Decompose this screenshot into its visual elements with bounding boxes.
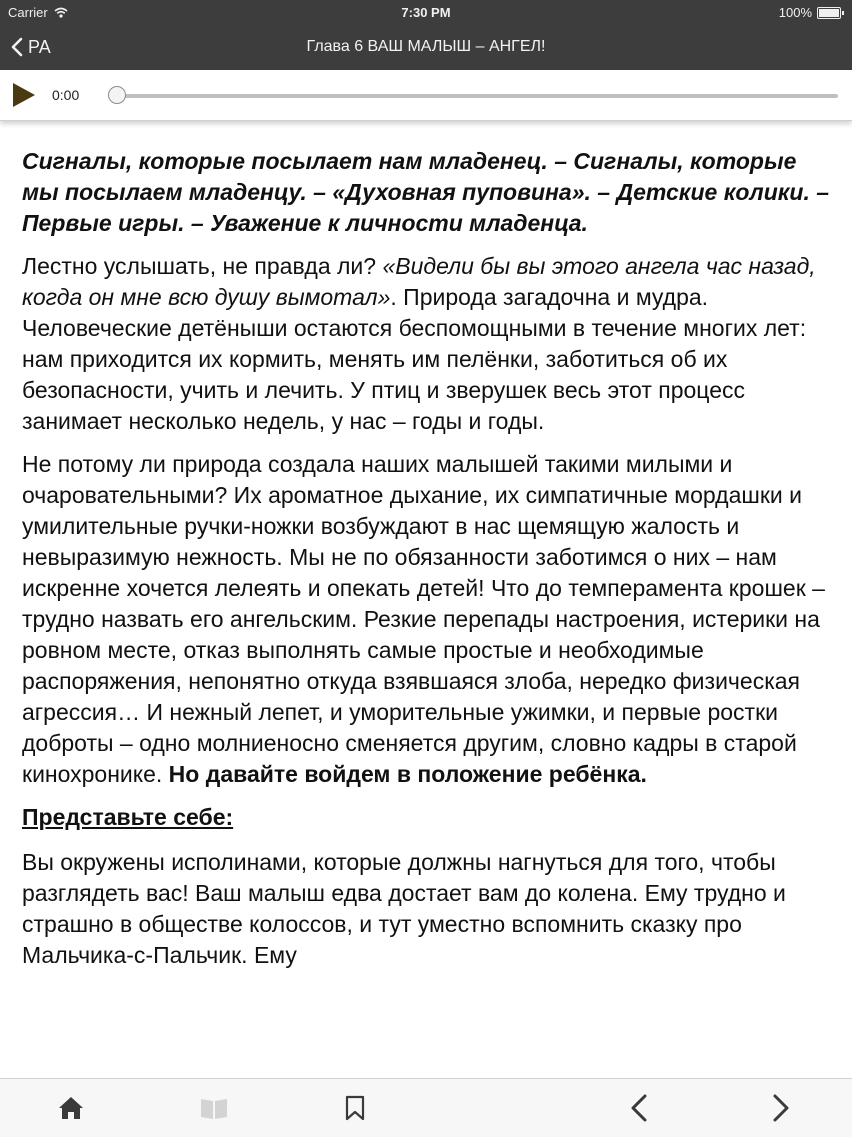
battery-status: [779, 5, 844, 20]
paragraph-2-bold: Но давайте войдем в положение ребёнка.: [168, 761, 647, 787]
bottom-toolbar: [0, 1078, 852, 1137]
paragraph-2: [22, 449, 834, 790]
section-heading: Представьте себе:: [22, 804, 234, 830]
progress-thumb[interactable]: [108, 86, 126, 104]
book-icon: [199, 1096, 229, 1120]
page-title: Глава 6 ВАШ МАЛЫШ – АНГЕЛ!: [306, 38, 546, 55]
next-page-button[interactable]: [766, 1093, 796, 1123]
battery-icon: [817, 7, 841, 19]
paragraph-2-text: Не потому ли природа создала наших малышей такими милыми и очаровательными? Их ароматное дыхание, их симпатичные мордашки и умилительные ручки-ножки возбуждают в нас щемящую жалость и невыразимую нежность. Мы не по обязанности заботимся о них – нам искренне хочется лелеять и опекать детей! Что до темперамента крошек – трудно назвать его ангельским. Резкие перепады настроения, истерики на ровном месте, отказ выполнять самые простые и необходимые распоряжения, непонятно откуда взявшаяся злоба, нередко физическая агрессия… И нежный лепет, и уморительные ужимки, и первые ростки доброты – одно молниеносно сменяется другим, словно кадры в старой кинохронике.: [22, 451, 825, 787]
clock: 7:30 PM: [401, 5, 451, 20]
paragraph-1-quote: «Видели бы вы этого ангела час назад, когда он мне всю душу вымотал»: [22, 253, 816, 310]
paragraph-1-end: . Природа загадочна и мудра. Человеческие детёныши остаются беспомощными в течение многих лет: нам приходится их кормить, менять им пелёнки, заботиться об их безопасности, учить и лечить. У птиц и зверушек весь этот процесс занимает несколько недель, у нас – годы и годы.: [22, 284, 807, 434]
chapter-summary: Сигналы, которые посылает нам младенец. – Сигналы, которые мы посылаем младенцу. – «Духовная пуповина». – Детские колики. – Первые игры. – Уважение к личности младенца.: [22, 148, 830, 236]
playback-time: 0:00: [52, 87, 80, 103]
navigation-bar: [0, 26, 852, 70]
battery-tip: [842, 11, 844, 15]
chapter-text: [22, 146, 834, 1078]
bookmark-icon: [344, 1095, 366, 1121]
previous-page-button[interactable]: [624, 1093, 654, 1123]
home-icon: [57, 1095, 85, 1121]
bookmark-button[interactable]: [340, 1093, 370, 1123]
paragraph-3: Вы окружены исполинами, которые должны нагнуться для того, чтобы разглядеть вас! Ваш малыш едва достает вам до колена. Ему трудно и страшно в обществе колоссов, и тут уместно вспомнить сказку про Мальчика-с-Пальчик. Ему: [22, 849, 786, 968]
progress-track[interactable]: [118, 94, 838, 98]
carrier-label: Carrier: [8, 5, 48, 20]
back-label: РА: [28, 36, 51, 57]
home-button[interactable]: [56, 1093, 86, 1123]
battery-percent: 100%: [778, 5, 812, 20]
paragraph-1: [22, 251, 834, 437]
chevron-right-icon: [771, 1093, 791, 1123]
paragraph-1-start: Лестно услышать, не правда ли?: [22, 253, 383, 279]
contents-button[interactable]: [199, 1093, 229, 1123]
play-icon[interactable]: [12, 83, 36, 107]
chevron-left-icon: [629, 1093, 649, 1123]
audio-player: [0, 70, 852, 121]
status-bar: [0, 0, 852, 26]
